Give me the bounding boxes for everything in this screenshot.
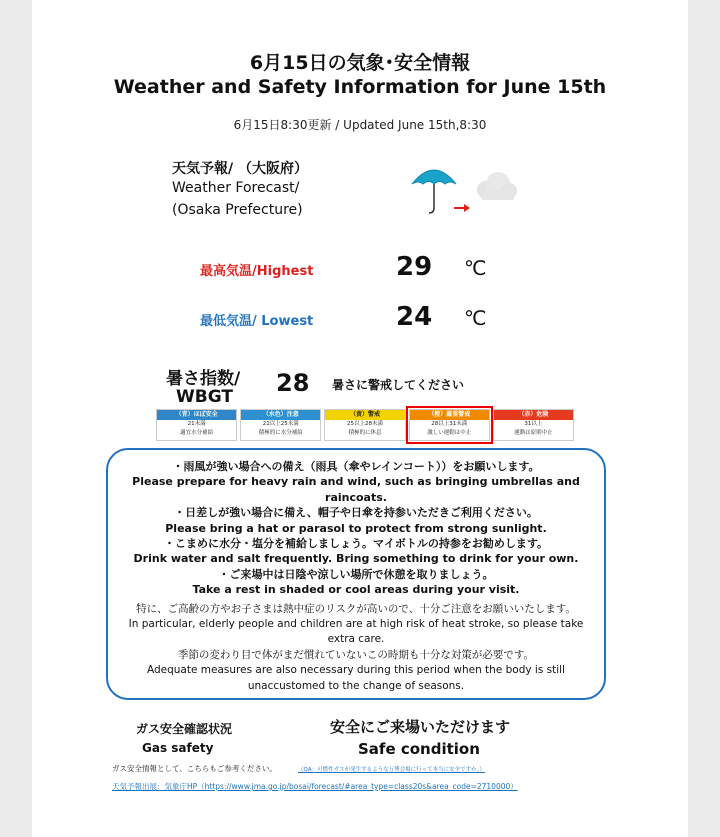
weather-source-link[interactable]: 天気予報出展：気象庁HP（https://www.jma.go.jp/bosai/forecast/#area_type=class20s&area_code=2710000） [112, 782, 518, 791]
forecast-region-en: (Osaka Prefecture) [172, 202, 303, 218]
gas-reference-text: ガス安全情報として、こちらもご参考ください。 [112, 764, 277, 773]
forecast-label-jp: 天気予報/ （大阪府） [172, 161, 308, 177]
wbgt-level-caution: （水色）注意 21以上25未満 積極的に水分補給 [240, 409, 321, 441]
highest-temp-unit: ℃ [464, 256, 487, 280]
notice-line: In particular, elderly people and children are at high risk of heat stroke, so please take [128, 618, 584, 631]
notice-line: ・日差しが強い場合に備え、帽子や日傘を持参いただきご利用ください。 [174, 506, 538, 520]
safety-notice-box [106, 448, 606, 700]
cloud-icon [477, 172, 517, 200]
wbgt-level-severe-warning: （橙）厳重警戒 28以上31未満 激しい運動は中止 [409, 409, 490, 441]
arrow-right-icon [454, 204, 470, 212]
highest-temp-label: 最高気温/Highest [200, 264, 314, 279]
gas-safety-label-jp: ガス安全確認状況 [136, 722, 233, 736]
notice-line: Please bring a hat or parasol to protect from strong sunlight. [165, 521, 547, 535]
wbgt-level-warning: （黄）警戒 25以上28未満 積極的に休息 [324, 409, 405, 441]
wbgt-value: 28 [276, 369, 310, 397]
wbgt-scale [156, 409, 574, 441]
notice-line: ・雨風が強い場合への備え（雨具（傘やレインコート））をお願いします。 [172, 460, 540, 473]
gas-qa-link[interactable]: （QA：可燃性ガスが発生するような万博会場に行って本当に安全ですか。） [298, 767, 485, 773]
gas-safety-label-en: Gas safety [142, 741, 214, 755]
notice-line: 季節の変わり目で体がまだ慣れていないこの時期も十分な対策が必要です。 [177, 648, 535, 661]
highest-temp-value: 29 [396, 252, 433, 282]
lowest-temp-value: 24 [396, 302, 433, 332]
weather-icons [408, 160, 518, 220]
notice-line: Adequate measures are also necessary during this period when the body is still [146, 664, 566, 677]
gas-status-jp: 安全にご来場いただけます [330, 718, 511, 736]
updated-timestamp: 6月15日8:30更新 / Updated June 15th,8:30 [233, 118, 487, 132]
notice-line: Take a rest in shaded or cool areas during your visit. [192, 583, 520, 597]
wbgt-level-danger: （赤）危険 31以上 運動は原則中止 [493, 409, 574, 441]
notice-line: 特に、ご高齢の方やお子さまは熱中症のリスクが高いので、十分ご注意をお願いいたします。 [136, 602, 576, 615]
wbgt-label-en: WBGT [176, 387, 233, 407]
umbrella-icon [412, 170, 456, 213]
gas-status-en: Safe condition [358, 740, 480, 758]
forecast-label-en: Weather Forecast/ [172, 180, 300, 196]
notice-line: Drink water and salt frequently. Bring something to drink for your own. [133, 552, 579, 566]
wbgt-level-safe: （青）ほぼ安全 21未満 適宜水分補給 [156, 409, 237, 441]
notice-line: ・こまめに水分・塩分を補給しましょう。マイボトルの持参をお勧めします。 [164, 537, 548, 551]
notice-line: raincoats. [325, 490, 387, 504]
title-japanese: 6月15日の気象･安全情報 [249, 52, 471, 74]
wbgt-message: 暑さに警戒してください [332, 378, 465, 392]
title-english: Weather and Safety Information for June 15th [113, 76, 607, 98]
document-page [32, 0, 688, 837]
notice-line: Please prepare for heavy rain and wind, such as bringing umbrellas and [132, 475, 580, 489]
lowest-temp-unit: ℃ [464, 306, 487, 330]
notice-line: extra care. [327, 633, 385, 646]
notice-line: unaccustomed to the change of seasons. [247, 679, 465, 692]
wbgt-label-jp: 暑さ指数/ [166, 369, 241, 389]
notice-line: ・ご来場中は日陰や涼しい場所で休憩を取りましょう。 [218, 567, 494, 581]
lowest-temp-label: 最低気温/ Lowest [200, 314, 314, 329]
